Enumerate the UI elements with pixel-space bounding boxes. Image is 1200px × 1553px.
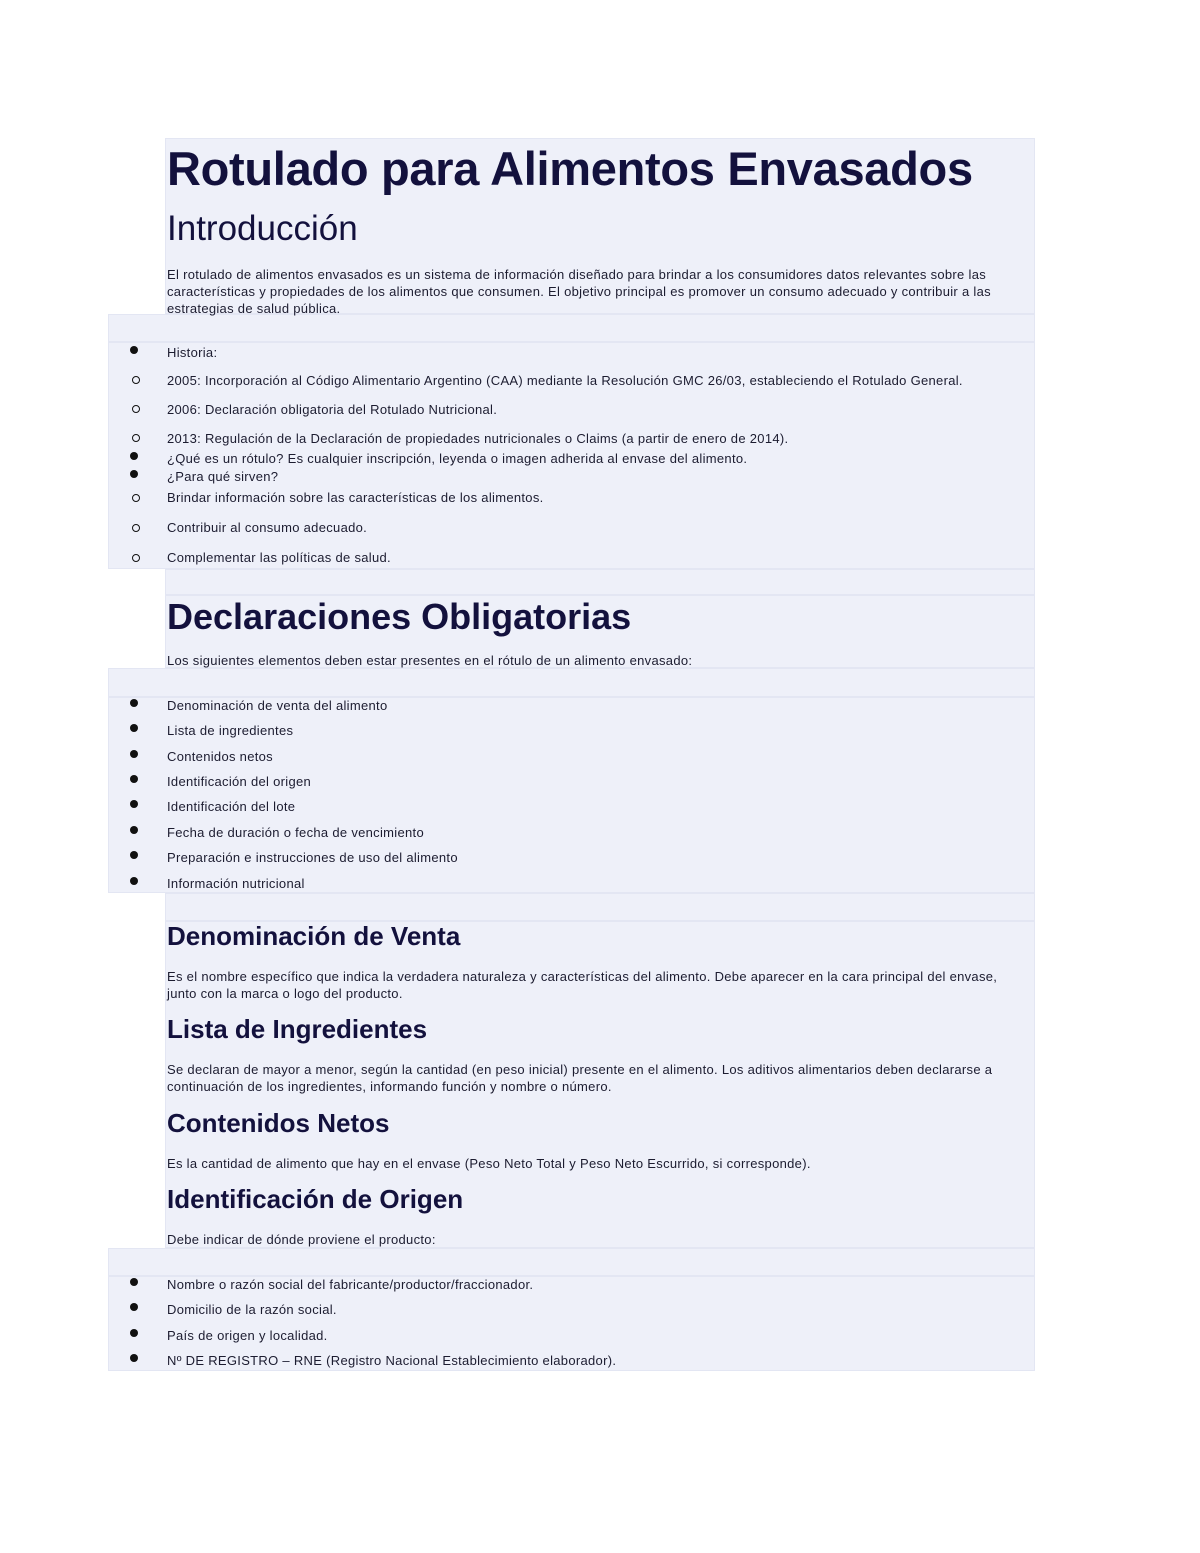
bullet-icon	[130, 826, 138, 834]
content-band	[108, 668, 1035, 697]
list-item: Identificación del lote	[167, 799, 296, 814]
bullet-icon	[130, 1278, 138, 1286]
content-band	[165, 893, 1035, 921]
list-item: 2005: Incorporación al Código Alimentario Argentino (CAA) mediante la Resolución GMC 26/03, estableciendo el Rotulado General.	[167, 373, 963, 388]
list-item: Lista de ingredientes	[167, 723, 294, 738]
list-item: Nombre o razón social del fabricante/productor/fraccionador.	[167, 1277, 534, 1292]
list-item: Preparación e instrucciones de uso del alimento	[167, 850, 458, 865]
bullet-icon	[130, 452, 138, 460]
bullet-icon	[130, 1303, 138, 1311]
bullet-icon	[130, 346, 138, 354]
denominacion-heading: Denominación de Venta	[167, 921, 461, 951]
bullet-icon	[130, 1354, 138, 1362]
list-item: 2013: Regulación de la Declaración de propiedades nutricionales o Claims (a partir de enero de 2014).	[167, 431, 789, 446]
origen-paragraph: Debe indicar de dónde proviene el producto:	[167, 1232, 436, 1247]
content-band	[108, 1248, 1035, 1276]
bullet-icon	[130, 1329, 138, 1337]
bullet-icon	[130, 877, 138, 885]
intro-paragraph: El rotulado de alimentos envasados es un sistema de información diseñado para brindar a los consumidores datos relevantes sobre las características y propiedades de los alimentos que consumen. El objetivo principal es promover un consumo adecuado y contribuir a las estrategias de salud pública.	[167, 267, 991, 316]
list-item: Información nutricional	[167, 876, 305, 891]
denominacion-paragraph: Es el nombre específico que indica la verdadera naturaleza y características del alimento. Debe aparecer en la cara principal del envase, junto con la marca o logo del producto.	[167, 969, 998, 1001]
circle-bullet-icon	[132, 554, 140, 562]
declaraciones-heading: Declaraciones Obligatorias	[167, 596, 632, 637]
list-item: ¿Qué es un rótulo? Es cualquier inscripción, leyenda o imagen adherida al envase del alimento.	[167, 451, 748, 466]
circle-bullet-icon	[132, 376, 140, 384]
list-item: Historia:	[167, 345, 218, 360]
bullet-icon	[130, 699, 138, 707]
list-item: Fecha de duración o fecha de vencimiento	[167, 825, 424, 840]
circle-bullet-icon	[132, 494, 140, 502]
content-band	[108, 314, 1035, 342]
bullet-icon	[130, 724, 138, 732]
bullet-icon	[130, 800, 138, 808]
declaraciones-paragraph: Los siguientes elementos deben estar presentes en el rótulo de un alimento envasado:	[167, 653, 693, 668]
origen-heading: Identificación de Origen	[167, 1184, 464, 1214]
intro-heading: Introducción	[167, 209, 358, 248]
list-item: ¿Para qué sirven?	[167, 469, 279, 484]
list-item: Complementar las políticas de salud.	[167, 550, 391, 565]
contenidos-paragraph: Es la cantidad de alimento que hay en el envase (Peso Neto Total y Peso Neto Escurrido, si corresponde).	[167, 1156, 811, 1171]
circle-bullet-icon	[132, 524, 140, 532]
list-item: Contenidos netos	[167, 749, 273, 764]
ingredientes-paragraph: Se declaran de mayor a menor, según la cantidad (en peso inicial) presente en el alimento. Los aditivos alimentarios deben declararse a continuación de los ingredientes, informando función y nombre o número.	[167, 1062, 993, 1094]
bullet-icon	[130, 470, 138, 478]
list-item: Denominación de venta del alimento	[167, 698, 388, 713]
contenidos-heading: Contenidos Netos	[167, 1108, 390, 1138]
page-title: Rotulado para Alimentos Envasados	[167, 142, 973, 195]
list-item: Domicilio de la razón social.	[167, 1302, 337, 1317]
content-band	[165, 569, 1035, 595]
bullet-icon	[130, 775, 138, 783]
list-item: Nº DE REGISTRO – RNE (Registro Nacional Establecimiento elaborador).	[167, 1353, 617, 1368]
bullet-icon	[130, 851, 138, 859]
list-item: Contribuir al consumo adecuado.	[167, 520, 368, 535]
ingredientes-heading: Lista de Ingredientes	[167, 1014, 428, 1044]
bullet-icon	[130, 750, 138, 758]
list-item: País de origen y localidad.	[167, 1328, 328, 1343]
circle-bullet-icon	[132, 405, 140, 413]
list-item: Identificación del origen	[167, 774, 312, 789]
list-item: 2006: Declaración obligatoria del Rotulado Nutricional.	[167, 402, 498, 417]
circle-bullet-icon	[132, 434, 140, 442]
list-item: Brindar información sobre las características de los alimentos.	[167, 490, 544, 505]
